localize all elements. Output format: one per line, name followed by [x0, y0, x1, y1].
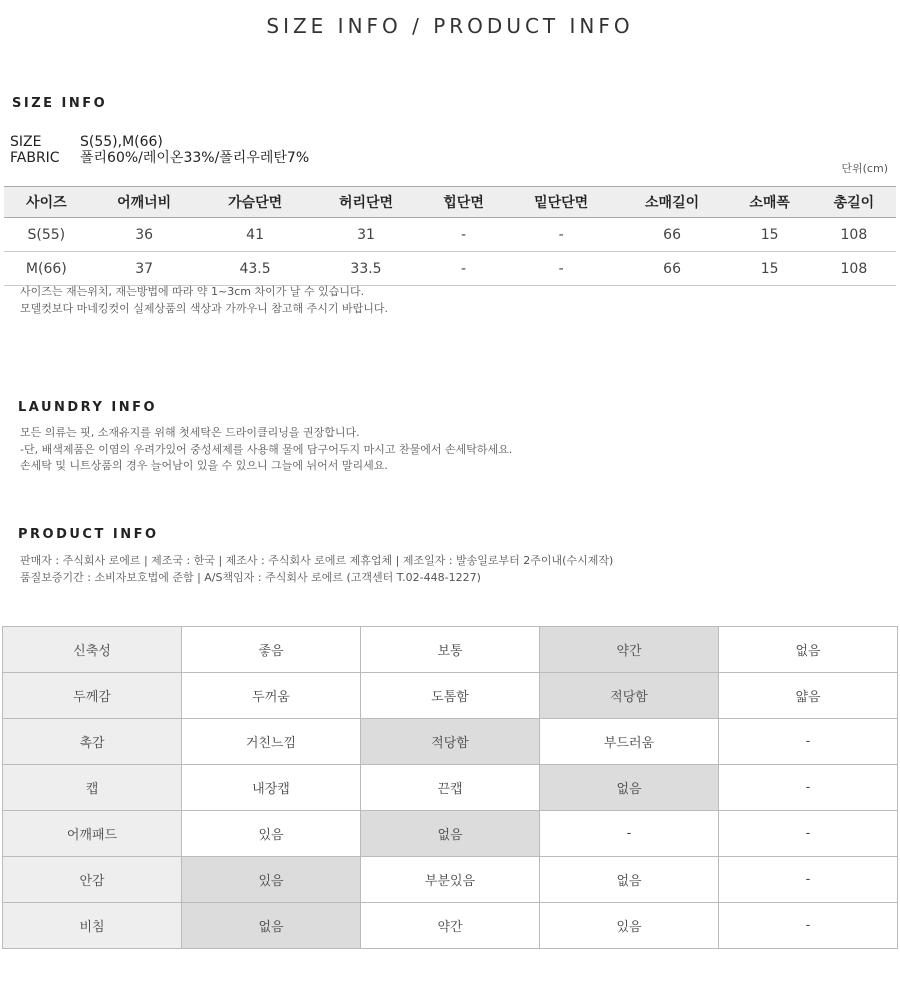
- property-option: 두꺼움: [182, 673, 361, 719]
- table-cell: 31: [311, 218, 422, 252]
- property-option: 없음: [540, 857, 719, 903]
- property-option: 보통: [361, 627, 540, 673]
- size-table-header: [4, 187, 896, 218]
- property-option: 없음: [719, 627, 898, 673]
- size-row: [10, 134, 309, 150]
- header-cell: 가슴단면: [200, 187, 311, 218]
- size-info-title: SIZE INFO: [12, 96, 108, 111]
- table-cell: 37: [89, 252, 200, 286]
- laundry-line: 손세탁 및 니트상품의 경우 늘어남이 있을 수 있으니 그늘에 뉘어서 말리세요.: [20, 459, 388, 472]
- property-option-selected: 약간: [540, 627, 719, 673]
- property-option: 약간: [361, 903, 540, 949]
- property-option: 부분있음: [361, 857, 540, 903]
- property-row: [3, 811, 898, 857]
- property-option: -: [719, 857, 898, 903]
- table-cell: 33.5: [311, 252, 422, 286]
- laundry-line: -단, 배색제품은 이염의 우려가있어 중성세제를 사용해 물에 담구어두지 마시고 찬물에서 손세탁하세요.: [20, 442, 513, 456]
- product-info-title: PRODUCT INFO: [18, 527, 159, 542]
- property-option: -: [719, 719, 898, 765]
- property-row: [3, 719, 898, 765]
- table-cell: 15: [728, 252, 812, 286]
- property-row: [3, 673, 898, 719]
- table-cell: -: [421, 252, 505, 286]
- table-cell: 66: [617, 218, 728, 252]
- properties-table: [2, 626, 898, 949]
- table-cell: M(66): [4, 252, 89, 286]
- table-row: [4, 218, 896, 252]
- property-label: 두께감: [3, 673, 182, 719]
- table-cell: -: [506, 252, 617, 286]
- table-cell: -: [421, 218, 505, 252]
- property-row: [3, 627, 898, 673]
- table-cell: -: [506, 218, 617, 252]
- property-option: 좋음: [182, 627, 361, 673]
- table-cell: S(55): [4, 218, 89, 252]
- fabric-label: FABRIC: [10, 150, 60, 166]
- header-cell: 소매폭: [728, 187, 812, 218]
- header-cell: 힙단면: [421, 187, 505, 218]
- property-option: 부드러움: [540, 719, 719, 765]
- size-value: S(55),M(66): [80, 134, 163, 150]
- header-cell: 총길이: [812, 187, 896, 218]
- property-label: 신축성: [3, 627, 182, 673]
- header-cell: 밑단단면: [506, 187, 617, 218]
- property-option: 있음: [182, 811, 361, 857]
- table-row: [4, 252, 896, 286]
- laundry-info-title: LAUNDRY INFO: [18, 400, 158, 415]
- property-option-selected: 있음: [182, 857, 361, 903]
- fabric-row: [10, 150, 309, 166]
- size-note: 사이즈는 재는위치, 재는방법에 따라 약 1~3cm 차이가 날 수 있습니다.: [20, 285, 365, 298]
- size-notes: [20, 284, 388, 317]
- property-option: 있음: [540, 903, 719, 949]
- table-cell: 108: [812, 252, 896, 286]
- property-option: -: [719, 903, 898, 949]
- header-cell: 소매길이: [617, 187, 728, 218]
- fabric-value: 폴리60%/레이온33%/폴리우레탄7%: [80, 150, 310, 166]
- property-label: 캡: [3, 765, 182, 811]
- property-row: [3, 765, 898, 811]
- property-row: [3, 857, 898, 903]
- size-note: 모델컷보다 마네킹컷이 실제상품의 색상과 가까우니 참고해 주시기 바랍니다.: [20, 301, 389, 315]
- property-label: 어깨패드: [3, 811, 182, 857]
- property-option: -: [719, 765, 898, 811]
- table-cell: 66: [617, 252, 728, 286]
- property-option-selected: 적당함: [540, 673, 719, 719]
- property-row: [3, 903, 898, 949]
- property-option-selected: 없음: [540, 765, 719, 811]
- table-cell: 41: [200, 218, 311, 252]
- size-label: SIZE: [10, 134, 42, 150]
- product-notes: [20, 553, 613, 586]
- property-label: 비침: [3, 903, 182, 949]
- table-cell: 15: [728, 218, 812, 252]
- property-option-selected: 적당함: [361, 719, 540, 765]
- property-label: 촉감: [3, 719, 182, 765]
- property-option-selected: 없음: [361, 811, 540, 857]
- header-cell: 허리단면: [311, 187, 422, 218]
- table-cell: 108: [812, 218, 896, 252]
- unit-label: 단위(cm): [841, 162, 888, 175]
- property-option: 거친느낌: [182, 719, 361, 765]
- property-option: 도톰함: [361, 673, 540, 719]
- table-cell: 43.5: [200, 252, 311, 286]
- property-label: 안감: [3, 857, 182, 903]
- header-cell: 어깨너비: [89, 187, 200, 218]
- property-option: -: [540, 811, 719, 857]
- spec-block: [10, 134, 309, 166]
- property-option: 끈캡: [361, 765, 540, 811]
- size-table: [4, 186, 896, 286]
- laundry-notes: [20, 425, 512, 475]
- product-line: 품질보증기간 : 소비자보호법에 준함 | A/S책임자 : 주식회사 로에르 (고객센터 T.02-448-1227): [20, 570, 481, 584]
- property-option: -: [719, 811, 898, 857]
- page-title: SIZE INFO / PRODUCT INFO: [266, 14, 634, 38]
- property-option: 얇음: [719, 673, 898, 719]
- property-option-selected: 없음: [182, 903, 361, 949]
- product-line: 판매자 : 주식회사 로에르 | 제조국 : 한국 | 제조사 : 주식회사 로에르 제휴업체 | 제조일자 : 발송일로부터 2주이내(수시제작): [20, 554, 614, 567]
- header-cell: 사이즈: [4, 187, 89, 218]
- laundry-line: 모든 의류는 핏, 소재유지를 위해 첫세탁은 드라이클리닝을 권장합니다.: [20, 426, 360, 439]
- table-cell: 36: [89, 218, 200, 252]
- property-option: 내장캡: [182, 765, 361, 811]
